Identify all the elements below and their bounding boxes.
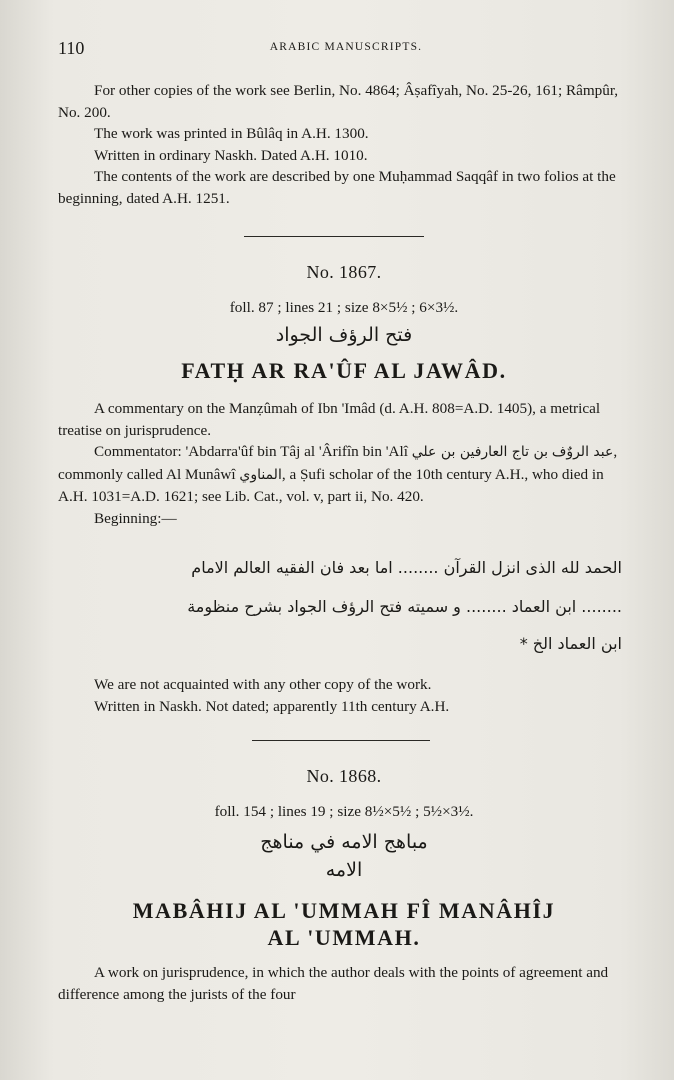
description: A commentary on the Manẓûmah of Ibn 'Imâd (d. A.H. 808=A.D. 1405), a metrical treatise on jurisprudence. (58, 400, 601, 439)
beginning-arabic-line-2: ........ ابن العماد ........ و سميته فتح الرؤف الجواد بشرح منظومة (187, 597, 622, 616)
section-divider (244, 236, 424, 237)
not-acquainted-line: We are not acquainted with any other copy of the work. (94, 676, 432, 693)
entry-1867-notes (58, 674, 630, 717)
commentator-text-a: Commentator: 'Abdarra'ûf bin Tâj al 'Ârifîn bin 'Alî (94, 443, 408, 460)
entry-number-1868: No. 1868. (306, 766, 382, 786)
beginning-label: Beginning:— (94, 509, 177, 527)
entry-number: No. 1867. (306, 262, 382, 282)
commentator-arabic-lineage: بن تاج العارفين بن علي (411, 444, 549, 460)
arabic-title-1868-line-2: الامه (325, 859, 363, 881)
beginning-arabic-line-1: الحمد لله الذى انزل القرآن ........ اما بعد فان الفقيه العالم الامام (191, 558, 622, 577)
folio-info-1868: foll. 154 ; lines 19 ; size 8½×5½ ; 5½×3½. (214, 803, 474, 820)
arabic-title: فتح الرؤف الجواد (275, 324, 413, 346)
entry-1867 (58, 262, 630, 722)
commentator-arabic-nisba: المناوي (239, 466, 282, 483)
latin-title: FATḤ AR RA'ÛF AL JAWÂD. (181, 358, 507, 383)
copies-paragraph: For other copies of the work see Berlin, No. 4864; Âṣafîyah, No. 25-26, 161; Râmpûr, No. 200. (58, 82, 619, 121)
contents-paragraph: The contents of the work are described by one Muḥammad Saqqâf in two folios at the beginning, dated A.H. 1251. (58, 168, 616, 207)
page-number: 110 (58, 38, 85, 58)
folio-info: foll. 87 ; lines 21 ; size 8×5½ ; 6×3½. (229, 299, 459, 316)
commentator-arabic-name: عبد الروٌف (551, 444, 614, 460)
commentator-text-c: , a Ṣufi scholar of the 10th century A.H., who died in A.H. 1031=A.D. 1621; see Lib. Cat., vol. v, part ii, No. 420. (58, 465, 604, 505)
latin-title-1868-line-1: MABÂHIJ AL 'UMMAH FÎ MANÂHÎJ (132, 898, 556, 923)
written-line: Written in ordinary Naskh. Dated A.H. 1010. (94, 146, 368, 164)
running-title: ARABIC MANUSCRIPTS. (269, 41, 423, 53)
page-header (58, 38, 634, 64)
commentator-text-b: , commonly called Al Munâwî (58, 443, 618, 483)
printed-line: The work was printed in Bûlâq in A.H. 1300. (94, 125, 369, 142)
commentator-paragraph (58, 441, 630, 508)
written-line-1867: Written in Naskh. Not dated; apparently 11th century A.H. (94, 697, 450, 715)
latin-title-1868-line-2: AL 'UMMAH. (267, 925, 421, 950)
entry-1868 (58, 766, 630, 1046)
beginning-arabic-line-3: ابن العماد الخ * (519, 634, 622, 653)
arabic-title-1868-line-1: مباهج الامه في مناهج (260, 831, 428, 853)
previous-entry (58, 80, 630, 209)
description-1868: A work on jurisprudence, in which the author deals with the points of agreement and difference among the jurists of the four (58, 964, 609, 1003)
section-divider-2 (252, 740, 430, 741)
